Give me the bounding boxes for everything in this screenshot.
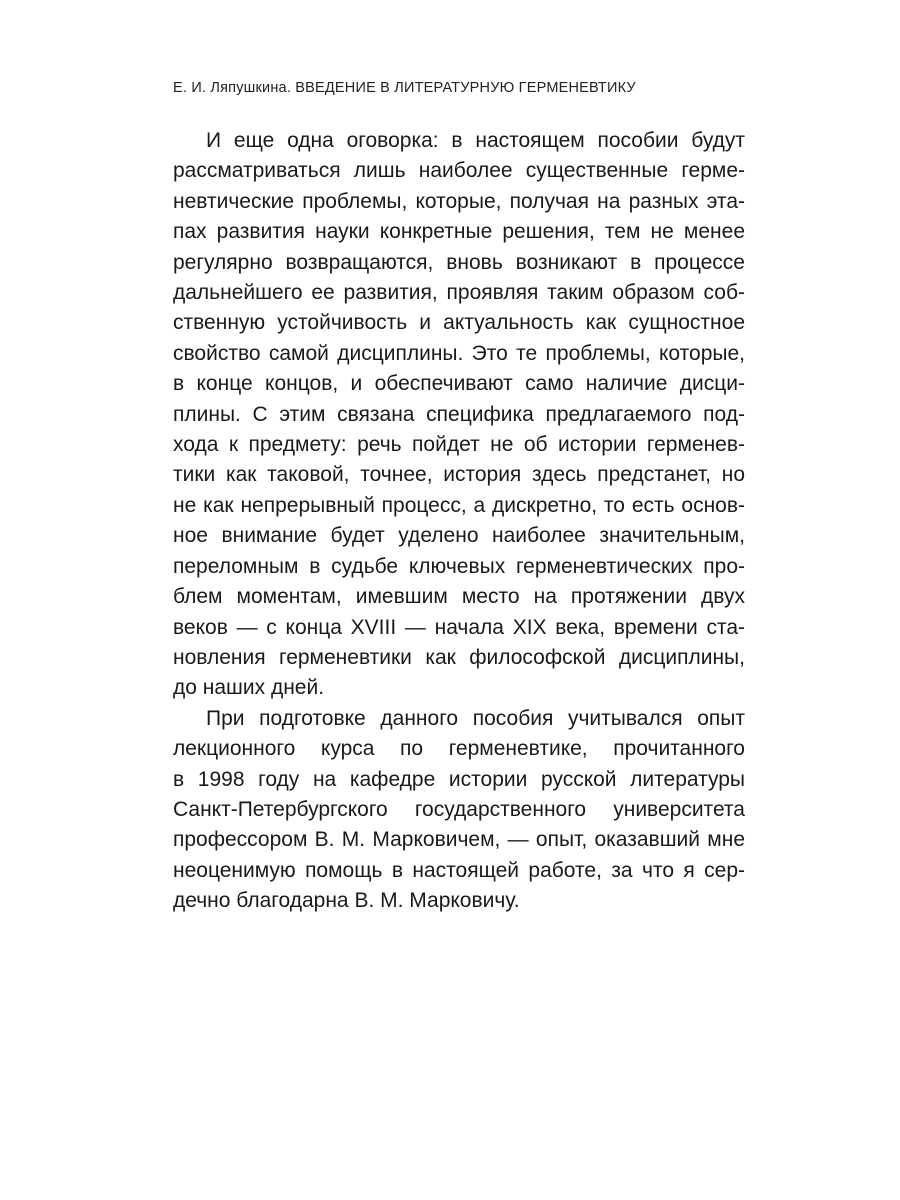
text-line: свойство самой дисциплины. Это те проблемы, которые, <box>173 341 745 365</box>
text-line: хода к предмету: речь пойдет не об истории герменев- <box>173 433 745 457</box>
text-line: не как непрерывный процесс, а дискретно, то есть основ- <box>173 493 745 517</box>
text-line: При подготовке данного пособия учитывался опыт <box>206 706 745 730</box>
text-line: Санкт-Петербургского государственного университета <box>173 797 745 821</box>
text-line: неоценимую помощь в настоящей работе, за что я сер- <box>173 858 745 882</box>
paragraph-2 <box>173 704 745 917</box>
text-line: дальнейшего ее развития, проявляя таким образом соб- <box>173 281 745 305</box>
text-line: регулярно возвращаются, вновь возникают в процессе <box>173 250 745 274</box>
running-header: Е. И. Ляпушкина. ВВЕДЕНИЕ В ЛИТЕРАТУРНУЮ ГЕРМЕНЕВТИКУ <box>173 80 636 96</box>
text-line: новления герменевтики как философской дисциплины, <box>173 645 745 669</box>
text-line: блем моментам, имевшим место на протяжении двух <box>173 585 745 609</box>
text-line: рассматриваться лишь наиболее существенные герме- <box>173 159 745 183</box>
paragraph-1 <box>173 126 745 704</box>
text-line: тики как таковой, точнее, история здесь предстанет, но <box>173 463 745 487</box>
text-line: профессором В. М. Марковичем, — опыт, оказавший мне <box>173 828 745 852</box>
text-line: лекционного курса по герменевтике, прочитанного <box>173 737 745 761</box>
text-line: ственную устойчивость и актуальность как сущностное <box>173 311 745 335</box>
text-line: ное внимание будет уделено наиболее значительным, <box>173 524 745 548</box>
body-text <box>173 126 745 917</box>
text-line: дечно благодарна В. М. Марковичу. <box>173 889 520 913</box>
text-line: плины. С этим связана специфика предлагаемого под- <box>173 402 745 426</box>
text-line: в 1998 году на кафедре истории русской литературы <box>173 767 745 791</box>
text-line: пах развития науки конкретные решения, тем не менее <box>173 220 745 244</box>
text-line: переломным в судьбе ключевых герменевтических про- <box>173 554 745 578</box>
text-line: в конце концов, и обеспечивают само наличие дисци- <box>173 372 745 396</box>
text-line: невтические проблемы, которые, получая на разных эта- <box>173 189 745 213</box>
text-line: до наших дней. <box>173 676 325 700</box>
text-line: И еще одна оговорка: в настоящем пособии будут <box>206 129 745 152</box>
text-line: веков — с конца XVIII — начала XIX века, времени ста- <box>173 615 745 639</box>
